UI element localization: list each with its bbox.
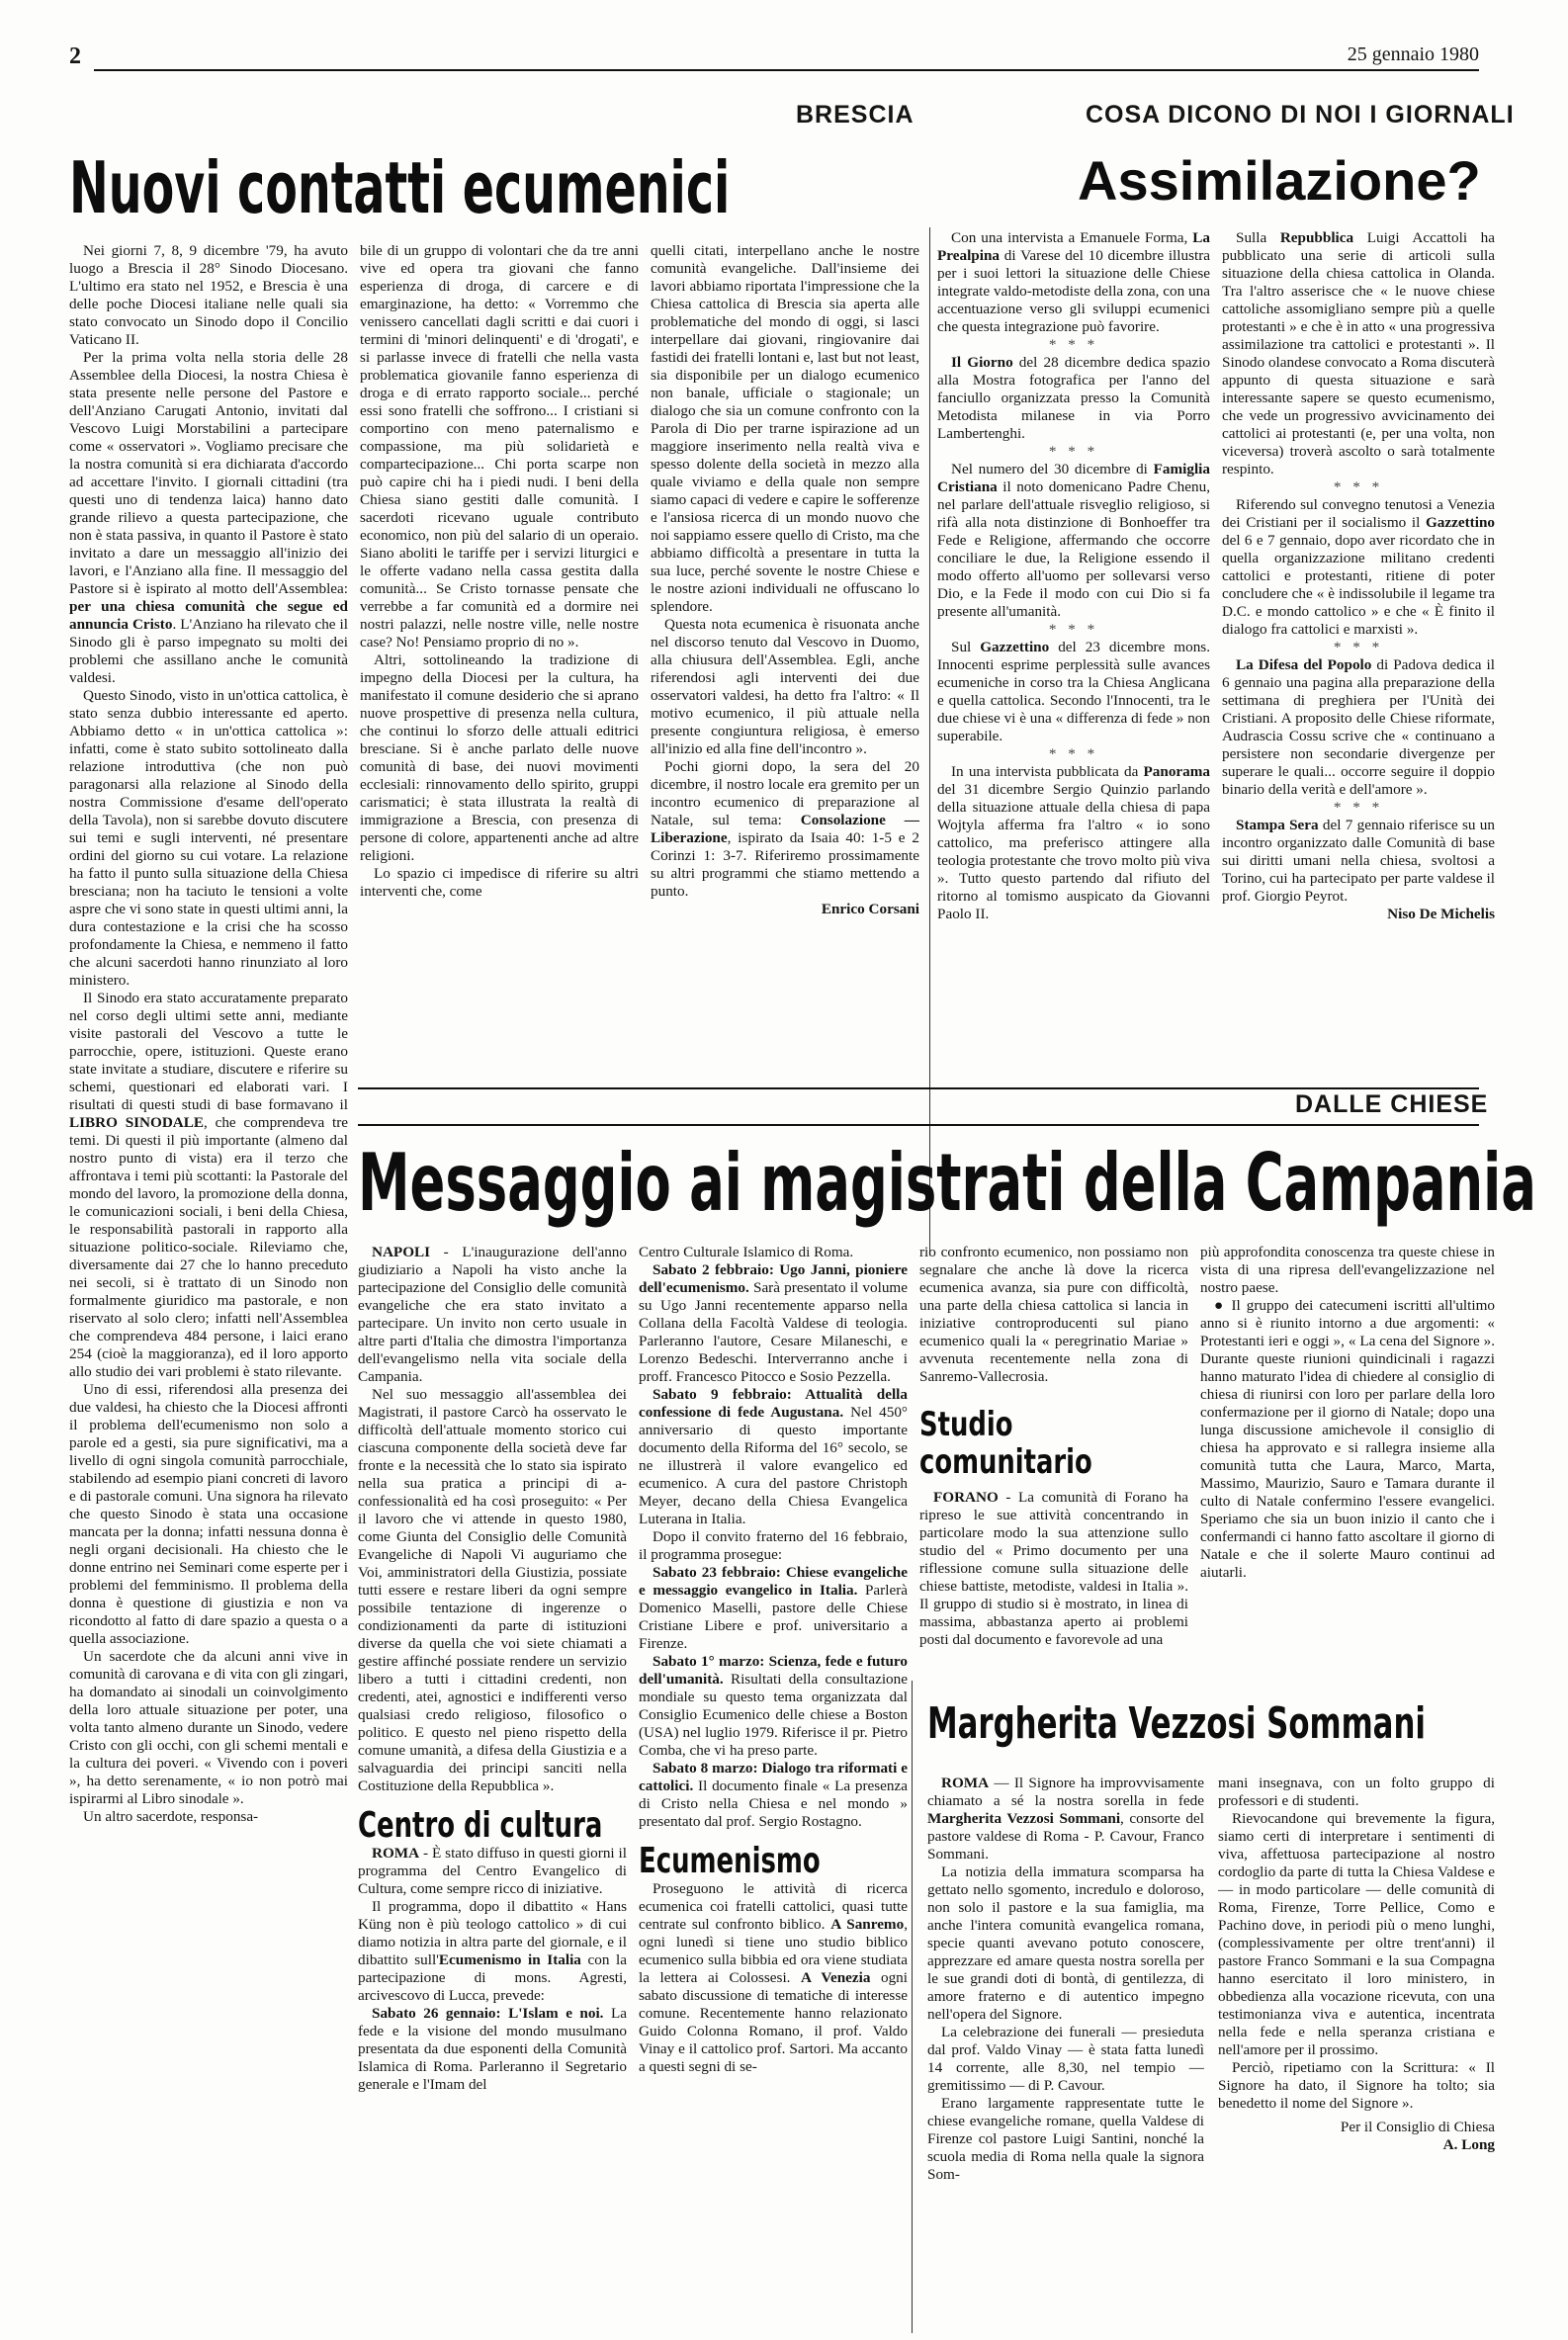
section-label-giornali: COSA DICONO DI NOI I GIORNALI	[1086, 101, 1515, 129]
separator-stars: * * *	[1333, 639, 1384, 655]
section-label-dalle-chiese: DALLE CHIESE	[1295, 1090, 1489, 1118]
article-vezzosi-col-2: mani insegnava, con un folto gruppo di professori e di studenti. Rievocandone qui brevemente la figura, siamo certi di interpretare i sentimenti di viva, affettuosa partecipazione al nostro cordoglio da parte di tutta la Chiesa Valdese e — in modo particolare — delle comunità di Roma, Firenze, Torre Pellice, Como e Pachino dove, in periodi più o meno lunghi, (complessivamente per oltre trent'anni) il pastore Franco Sommani e la sua Compagna hanno esercitato il loro ministero, in obbedienza alla vocazione ricevuta, con una testimonianza viva e autentica, incentrata nella fede e nella speranza cristiana e nell'amore per il prossimo. Perciò, ripetiamo con la Scrittura: « Il Signore ha dato, il Signore ha tolto; sia benedetto il nome del Signore ». Per il Consiglio di Chiesa A. Long	[1218, 1775, 1495, 2153]
column-rule	[912, 1681, 913, 2333]
article-napoli-col-3: rio confronto ecumenico, non possiamo non segnalare che anche là dove la ricerca ecumenica avanza, sia pure con difficoltà, una parte della chiesa cattolica si lancia in iniziative controproducenti sul piano ecumenico quali la « peregrinatio Mariae » avvenuta recentemente nella zona di Sanremo-Vallecrosia. Studio comunitario FORANO - La comunità di Forano ha ripreso le sue attività concentrando in particolare modo la sua attenzione sullo studio del « Primo documento per una riflessione comune sulla situazione delle chiese battiste, metodiste, valdesi in Italia ». Il gruppo di studio si è mostrato, in linea di massima, abbastanza aperto ai problemi posti dal documento e favorevole ad una	[919, 1244, 1188, 1648]
signature-corsani: Enrico Corsani	[821, 901, 919, 917]
article-brescia-col-2: bile di un gruppo di volontari che da tre anni vive ed opera tra giovani che fanno esperienza di droga, di carcere e di emarginazione, ha detto: « Vorremmo che venissero cancellati dagli scritti e dai cuori i termini di 'minori delinquenti' e di 'drogati', e si parlasse invece di fratelli che nella vasta problematica giovanile fanno esperienza di droga e di errato rapporto sociale... perché essi sono fratelli che soffrono... I cristiani si comportino con meno paternalismo e compassione, ma più solidarietà e compartecipazione... Chi porta scarpe non può capire chi ha i piedi nudi. I beni della Chiesa siano gestiti dalle comunità. I sacerdoti ricevano uguale contributo economico, non più del salario di un operaio. Siano aboliti le tariffe per i servizi liturgici e le offerte vadano nella cassa gestita dalla comunità... Se Cristo tornasse pensate che verrebbe a far comunità ed a dormire nei nostri palazzi, nelle nostre ville, nelle nostre case? No! Pensiamo proprio di no ». Altri, sottolineando la tradizione di impegno della Diocesi per la cultura, ha manifestato il comune desiderio che si aprano nuove prospettive di presenza nella cultura, che continui lo sforzo delle attuali editrici bresciane. Si è anche parlato delle nuove comunità di base, dei nuovi movimenti ecclesiali: rinnovamento dello spirito, gruppi carismatici; è stata illustrata la realtà di immigrazione a Brescia, con presenza di persone di colore, appartenenti anche ad altre religioni. Lo spazio ci impedisce di riferire su altri interventi che, come	[360, 242, 639, 900]
subhead-comunitario: comunitario	[919, 1442, 1092, 1482]
section-label-brescia: BRESCIA	[796, 101, 915, 129]
headline-messaggio: Messaggio ai magistrati della Campania	[358, 1137, 1536, 1229]
article-napoli-col-2: Centro Culturale Islamico di Roma. Sabato 2 febbraio: Ugo Janni, pioniere dell'ecumenismo. Sarà presentato il volume su Ugo Janni recentemente apparso nella Collana della Facoltà Valdese di teologia. Parleranno l'autore, Cesare Milaneschi, e Lorenzo Bedeschi. Interverranno anche i proff. Francesco Pitocco e Sosio Pezzella. Sabato 9 febbraio: Attualità della confessione di fede Augustana. Nel 450° anniversario di questo importante documento della Riforma del 16° secolo, se ne illustrerà il valore evangelico ed ecumenico. A cura del pastore Christoph Meyer, decano della Chiesa Evangelica Luterana in Italia. Dopo il convito fraterno del 16 febbraio, il programma prosegue: Sabato 23 febbraio: Chiese evangeliche e messaggio evangelico in Italia. Parlerà Domenico Maselli, pastore delle Chiese Cristiane Libere e prof. universitario a Firenze. Sabato 1° marzo: Scienza, fede e futuro dell'umanità. Risultati della consultazione mondiale su questo tema organizzata dal Consiglio Ecumenico delle chiese a Boston (USA) nel luglio 1979. Riferisce il pr. Pietro Comba, che vi ha preso parte. Sabato 8 marzo: Dialogo tra riformati e cattolici. Il documento finale « La presenza di Cristo nella Chiesa e nel mondo » presentato dal prof. Sergio Rostagno. Ecumenismo Proseguono le attività di ricerca ecumenica coi fratelli cattolici, quasi tutte centrate sul confronto biblico. A Sanremo, ogni lunedì si tiene uno studio biblico ecumenico sulla bibbia ed ora viene studiata la lettera ai Colossesi. A Venezia ogni sabato discussione di tematiche di interesse comune. Recentemente hanno relazionato Guido Colonna Romano, il prof. Valdo Vinay e il cattolico prof. Sartori. Ma accanto a questi segni di se-	[639, 1244, 908, 2075]
separator-stars: * * *	[1048, 443, 1099, 460]
article-napoli-col-1: NAPOLI - L'inaugurazione dell'anno giudiziario a Napoli ha visto anche la partecipazione del Consiglio delle comunità evangeliche che era stato invitato a partecipare. Un invito non certo usuale in altre parti d'Italia che dimostra l'importanza dell'evangelismo nella vita sociale della Campania. Nel suo messaggio all'assemblea dei Magistrati, il pastore Carcò ha osservato le difficoltà dell'attuale momento storico cui ciascuna componente della società deve far fronte e la necessità che lo stato sia ispirato nella sua pratica a principi di a-confessionalità ed ha così proseguito: « Per il lavoro che vi attende in questo 1980, come Giunta del Consiglio delle Comunità Evangeliche di Napoli Vi auguriamo che Voi, amministratori della Giustizia, possiate tutti essere e restare liberi da ogni sempre possibile tentazione di ingerenze o condizionamenti da parte di istituzioni diverse da quella che voi siete chiamati a gestire affinché possiate rendere un servizio libero a tutti i cittadini credenti, non credenti, atei, agnostici e indifferenti verso qualsiasi credo religioso, filosofico o politico. E questo nel pieno rispetto della comune umanità, a difesa della Giustizia e a salvaguardia dei principi sanciti nella Costituzione della Repubblica ». Centro di cultura ROMA - È stato diffuso in questi giorni il programma del Centro Evangelico di Cultura, come sempre ricco di iniziative. Il programma, dopo il dibattito « Hans Küng non è più teologo cattolico » di cui diamo notizia in altra parte del giornale, e il dibattito sull'Ecumenismo in Italia con la partecipazione di mons. Agresti, arcivescovo di Lucca, prevede: Sabato 26 gennaio: L'Islam e noi. La fede e la visione del mondo musulmano presentata da due esponenti della Comunità Islamica di Roma. Parleranno il Segretario generale e l'Imam del	[358, 1244, 627, 2093]
separator-stars: * * *	[1333, 478, 1384, 495]
article-giornali-col-1: Con una intervista a Emanuele Forma, La Prealpina di Varese del 10 dicembre illustra per i suoi lettori la situazione delle Chiese integrate valdo-metodiste della zona, con una accentuazione verso gli sviluppi ecumenici che questa integrazione può favorire. * * * Il Giorno del 28 dicembre dedica spazio alla Mostra fotografica per l'anno del fanciullo organizzata presso la Comunità Metodista milanese in via Porro Lambertenghi. * * * Nel numero del 30 dicembre di Famiglia Cristiana il noto domenicano Padre Chenu, nel parlare dell'attuale risveglio religioso, si rifà alla nota distinzione di Bonhoeffer tra Fede e Religione, affermando che occorre conciliare le due, la Religione essendo il modo offerto all'uomo per sollevarsi verso Dio, e la Fede il modo con cui Dio si fa presente all'umanità. * * * Sul Gazzettino del 23 dicembre mons. Innocenti esprime perplessità sulle avances ecumeniche in corso tra la Chiesa Anglicana e quella cattolica. Secondo l'Innocenti, tra le due chiese vi è una « differenza di fede » non superabile. * * * In una intervista pubblicata da Panorama del 31 dicembre Sergio Quinzio parlando della situazione attuale della chiesa di papa Wojtyla afferma fra l'altro « io sono cattolico, ma preferisco attingere alla teologia protestante che trovo molto più viva ». Tutto questo partendo dal rifiuto del ritorno al tomismo auspicato da Giovanni Paolo II.	[937, 229, 1210, 922]
article-giornali-col-2: Sulla Repubblica Luigi Accattoli ha pubblicato una serie di articoli sulla situazione della chiesa cattolica in Olanda. Tra l'altro asserisce che « le nuove chiese cattoliche assomigliano sempre più a quelle protestanti » e che è in atto « una progressiva assimilazione tra cattolici e protestanti ». Il Sinodo olandese convocato a Roma discuterà appunto di questa situazione e sarà interessante sapere se questo ecumenismo, che vede un progressivo avvicinamento dei cattolici ai protestanti (e, per una volta, non viceversa) troverà ascolto o sarà totalmente respinto. * * * Riferendo sul convegno tenutosi a Venezia dei Cristiani per il socialismo il Gazzettino del 6 e 7 gennaio, dopo aver ricordato che in quella organizzazione militano credenti cattolici e protestanti, ritiene di poter concludere che « è indissolubile il legame tra D.C. e mondo cattolico » e che « È finito il dialogo fra cattolici e marxisti ». * * * La Difesa del Popolo di Padova dedica il 6 gennaio una pagina alla preparazione della settimana di preghiera per l'Unità dei Cristiani. A proposito delle Chiese riformate, Audrascia Cossu scrive che « continuano a persistere non secondarie divergenze per superare le quali... occorre seguire il doppio binario della verità e dell'amore ». * * * Stampa Sera del 7 gennaio riferisce su un incontro organizzato dalle Comunità di base sui diritti umani nella chiesa, svoltosi a Torino, cui ha partecipato per parte valdese il prof. Giorgio Peyrot. Niso De Michelis	[1222, 229, 1495, 922]
subhead-studio: Studio	[919, 1405, 1013, 1444]
section-rule-bottom	[358, 1124, 1479, 1126]
column-rule	[929, 227, 930, 1256]
article-brescia-col-1: Nei giorni 7, 8, 9 dicembre '79, ha avuto luogo a Brescia il 28° Sinodo Diocesano. L'ultimo era stato nel 1952, e Brescia è una delle poche Diocesi italiane nelle quali sia stato convocato un Sinodo dopo il Concilio Vaticano II. Per la prima volta nella storia delle 28 Assemblee della Diocesi, la nostra Chiesa è stata presente nelle persone del Pastore e dell'Anziano Carugati Antonio, invitati dal Vescovo Luigi Morstabilini a partecipare come « osservatori ». Vogliamo precisare che la nostra comunità si era dichiarata d'accordo ad accettare l'invito. I giornali cittadini (tra questi uno di tendenza laica) hanno dato grande rilievo a questa partecipazione, che non è stata passiva, in quanto il Pastore è stato invitato a dare un messaggio all'inizio dei lavori, e l'Anziano alla fine. Il messaggio del Pastore si è ispirato al motto dell'Assemblea: per una chiesa comunità che segue ed annuncia Cristo. L'Anziano ha rilevato che il Sinodo gli è parso impegnato su molti dei problemi che assillano anche le comunità valdesi. Questo Sinodo, visto in un'ottica cattolica, è stato senza dubbio interessante ed aperto. Abbiamo detto « in un'ottica cattolica »: infatti, come è stato subito sottolineato dalla relazione introduttiva (che non può paragonarsi alla relazione al Sinodo della nostra Commissione d'esame dell'operato della Tavola), non si sarebbe dovuto discutere sui temi e sugli interventi, né presentare ordini del giorno su cui votare. La relazione ha fatto il punto sulla situazione della Chiesa bresciana; non ha taciuto le tensioni a volte aspre che vi sono state in questi ultimi anni, la dura contestazione e la crisi che ha scosso profondamente la Chiesa, e nemmeno il fatto che alcuni sacerdoti hanno rinunziato al loro ministero. Il Sinodo era stato accuratamente preparato nel corso degli ultimi sette anni, mediante visite pastorali del Vescovo a tutte le parrocchie, opere, istituzioni. Queste erano state invitate a studiare, discutere e riferire su schemi, questionari ed elaborati vari. I risultati di questi studi di base formavano il LIBRO SINODALE, che comprendeva tre temi. Di questi il più importante (almeno dal nostro punto di vista) era il terzo che affrontava i temi più scottanti: la Pastorale del mondo del lavoro, la promozione della donna, le comunicazioni sociali, i beni della Chiesa, le responsabilità pastorali in rapporto alla situazione politico-sociale. Rileviamo che, diversamente dai 27 che lo hanno preceduto nei secoli, si è trattato di un Sinodo non formalmente giuridico ma pastorale, e non riservato al solo clero; infatti nell'Assemblea che comprendeva 484 persone, i laici erano 254 (cioè la maggioranza), ed il loro apporto allo studio dei vari problemi è stato rilevante. Uno di essi, riferendosi alla presenza dei due valdesi, ha chiesto che la Diocesi affronti il problema dell'ecumenismo non solo a parole ed a gesti, sia pure significativi, ma a livello di ogni singola comunità parrocchiale, stabilendo ad esempio piani concreti di lavoro e di pastorale comuni. Una signora ha rilevato che questo Sinodo è stata una occasione mancata per la donna; infatti nessuna donna è negli organi decisionali. Ha chiesto che le donne entrino nei Seminari come esperte per i problemi del femminismo. Il problema della donna è questione di giustizia e non va ricondotto al fatto di dare spazio a questa o a quella associazione. Un sacerdote che da alcuni anni vive in comunità di carovana e di vita con gli zingari, ha domandato ai sinodali un coinvolgimento della loro attuale situazione per poter, una volta tanto almeno durante un Sinodo, vedere Cristo con gli occhi, con gli schemi mentali e la cultura dei poveri. « Vivendo con i poveri », ha detto serenamente, « io non potrò mai ispirarmi al Libro sinodale ». Un altro sacerdote, responsa-	[69, 242, 348, 1825]
page-date: 25 gennaio 1980	[1347, 43, 1479, 65]
headline-nuovi-contatti: Nuovi contatti ecumenici	[69, 146, 731, 229]
header-rule	[94, 69, 1479, 71]
section-rule-top	[358, 1087, 1479, 1089]
article-napoli-col-4: più approfondita conoscenza tra queste chiese in vista di una ripresa dell'evangelizzazione nel nostro paese. ● Il gruppo dei catecumeni iscritti all'ultimo anno si è riunito intorno a due argomenti: « Protestanti ieri e oggi », « La cena del Signore ». Durante queste riunioni quindicinali i ragazzi hanno maturato l'idea di chiedere al consiglio di chiesa di riunirsi con loro per parlare della loro confermazione per il giorno di Natale; dopo una lunga discussione amichevole il consiglio di chiesa ha approvato e si rallegra insieme alla comunità tutta che Laura, Marco, Marta, Massimo, Maurizio, Sauro e Tamara durante il culto di Natale confermino l'essere evangelici. Speriamo che sia un buon inizio il canto che i confermandi ci hanno fatto ascoltare il giorno di Natale e che il solerte Mauro continui ad aiutarli.	[1200, 1244, 1495, 1581]
article-vezzosi-col-1: ROMA — Il Signore ha improvvisamente chiamato a sé la nostra sorella in fede Margherita Vezzosi Sommani, consorte del pastore valdese di Roma - P. Cavour, Franco Sommani. La notizia della immatura scomparsa ha gettato nello sgomento, incredulo e doloroso, non solo il pastore e la sua famiglia, ma anche l'intera comunità evangelica romana, specie quanti avevano potuto conoscere, apprezzare ed amare questa nostra sorella per le sue grandi doti di bontà, di gentilezza, di amore fraterno e di autentico impegno nell'opera del Signore. La celebrazione dei funerali — presieduta dal prof. Valdo Vinay — è stata fatta lunedì 14 corrente, alle 8,30, nel tempio — gremitissimo — di P. Cavour. Erano largamente rappresentate tutte le chiese evangeliche romane, quella Valdese di Firenze col pastore Luigi Santini, nonché la scuola media di Roma nella quale la signora Som-	[927, 1775, 1204, 2183]
article-brescia-col-3: quelli citati, interpellano anche le nostre comunità evangeliche. Dall'insieme dei lavori abbiamo riportata l'impressione che la Chiesa cattolica di Brescia sia aperta alle problematiche del mondo di oggi, si lasci interpellare dai giovani, ringiovanire dai fastidi dei fratelli lontani e, last but not least, sia disponibile per un dialogo ecumenico non banale, ufficiale o stagionale; un dialogo che sia un comune confronto con la Parola di Dio per trarne ispirazione ad un maggiore inserimento nella realtà viva e spesso dolente della società in mezzo alla quale viviamo e della quale non sempre siamo capaci di vedere e capire le sofferenze e l'ansiosa ricerca di un mondo nuovo che noi sappiamo essere quello di Cristo, ma che abbiamo difficoltà a presentare in tutta la sua luce, perché sovente le nostre Chiese e le nostre azioni individuali ne offuscano lo splendore. Questa nota ecumenica è risuonata anche nel discorso tenuto dal Vescovo in Duomo, alla chiusura dell'Assemblea. Egli, anche riferendosi agli interventi dei due osservatori valdesi, ha detto fra l'altro: « Il motivo ecumenico, il più attuale nella presente congiuntura religiosa, è emerso all'inizio ed alla fine dell'incontro ». Pochi giorni dopo, la sera del 20 dicembre, il nostro locale era gremito per un incontro ecumenico di preparazione al Natale, sul tema: Consolazione — Liberazione, ispirato da Isaia 40: 1-5 e 2 Corinzi 1: 3-7. Riferiremo prossimamente su altri programmi che stiamo mettendo a punto. Enrico Corsani	[651, 242, 919, 917]
separator-stars: * * *	[1048, 621, 1099, 638]
signature-consiglio: Per il Consiglio di Chiesa	[1340, 2119, 1495, 2135]
page-number: 2	[69, 43, 81, 69]
subhead-ecumenismo: Ecumenismo	[639, 1841, 821, 1881]
separator-stars: * * *	[1333, 799, 1384, 816]
subhead-centro-cultura: Centro di cultura	[358, 1805, 603, 1846]
separator-stars: * * *	[1048, 336, 1099, 353]
subhead-vezzosi: Margherita Vezzosi Sommani	[927, 1698, 1426, 1749]
signature-michelis: Niso De Michelis	[1387, 906, 1495, 922]
headline-assimilazione: Assimilazione?	[1078, 149, 1481, 212]
separator-stars: * * *	[1048, 745, 1099, 762]
signature-long: A. Long	[1442, 2136, 1495, 2153]
